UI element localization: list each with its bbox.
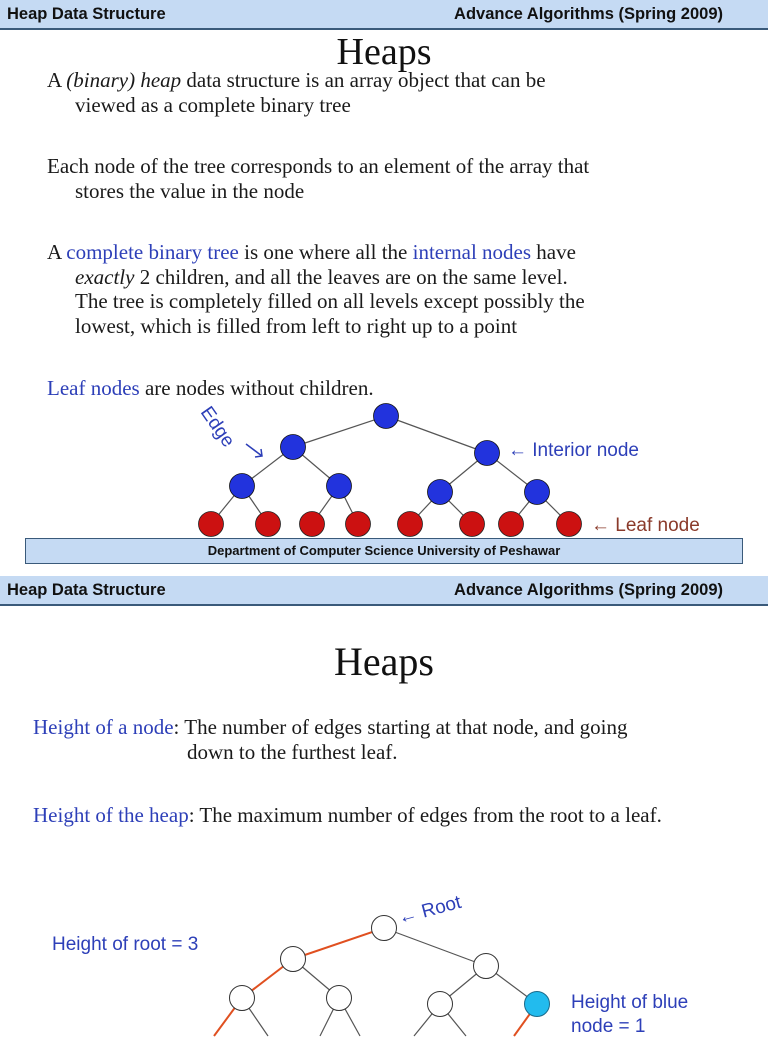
text-line: lowest, which is filled from left to right up to a point xyxy=(75,313,518,338)
text-span: : The maximum number of edges from the root to a leaf. xyxy=(188,803,662,827)
tree-node xyxy=(327,986,352,1011)
slide-2 xyxy=(0,576,768,1037)
tree-node xyxy=(428,992,453,1017)
path-edge xyxy=(293,928,384,959)
height-of-root-label: Height of root = 3 xyxy=(52,934,199,955)
slide-title: Heaps xyxy=(336,31,432,73)
tree-nodes xyxy=(230,916,499,1017)
root-label xyxy=(396,892,464,929)
root-label-text: Root xyxy=(419,891,464,923)
tree-edge xyxy=(384,928,486,966)
term-internal-nodes: internal nodes xyxy=(412,240,532,264)
tree-node-interior xyxy=(475,441,500,466)
tree-node-interior xyxy=(327,474,352,499)
interior-node-label xyxy=(508,440,639,462)
leaf-node-text: Leaf node xyxy=(615,515,700,536)
leaf-node-label xyxy=(591,515,700,537)
text-span: A xyxy=(47,240,67,264)
tree-node-blue xyxy=(525,992,550,1017)
interior-node-text: Interior node xyxy=(532,440,639,461)
header-course-title: Heap Data Structure xyxy=(7,5,166,23)
text-line: down to the furthest leaf. xyxy=(187,739,398,764)
edge-label: Edge xyxy=(195,402,239,452)
left-arrow-icon: ← xyxy=(591,515,610,536)
text-span: 2 children, and all the leaves are on the same level. xyxy=(134,264,568,289)
text-span: : The number of edges starting at that node, and going xyxy=(173,715,628,739)
tree-node-interior xyxy=(230,474,255,499)
text-span: data structure is an array object that can be xyxy=(181,68,546,92)
term-height-of-heap: Height of the heap xyxy=(33,803,189,827)
left-arrow-icon: ← xyxy=(508,440,527,461)
header-course-name: Advance Algorithms (Spring 2009) xyxy=(454,5,723,23)
text-span: is one where all the xyxy=(238,240,413,264)
tree-node-root xyxy=(372,916,397,941)
text-line: Each node of the tree corresponds to an element of the array that xyxy=(47,154,590,178)
tree-edge xyxy=(386,416,487,453)
slide-footer: Department of Computer Science University of Peshawar xyxy=(25,538,743,564)
text-line: viewed as a complete binary tree xyxy=(75,92,351,117)
text-line: The tree is completely filled on all levels except possibly the xyxy=(75,289,585,313)
term-binary-heap: (binary) heap xyxy=(66,68,182,92)
text-span: have xyxy=(531,240,576,264)
header-course-title: Heap Data Structure xyxy=(7,581,166,599)
tree-edge xyxy=(293,416,386,447)
tree-node xyxy=(474,954,499,979)
tree-node-interior xyxy=(281,435,306,460)
tree-node-root xyxy=(374,404,399,429)
edge-arrow-icon xyxy=(246,444,262,457)
leaf-nodes xyxy=(199,512,582,537)
tree-node xyxy=(230,986,255,1011)
tree-node-leaf xyxy=(460,512,485,537)
term-height-of-node: Height of a node xyxy=(33,715,174,739)
slide-title: Heaps xyxy=(334,639,434,684)
tree-edges xyxy=(242,928,537,1036)
tree-node-leaf xyxy=(557,512,582,537)
tree-node-leaf xyxy=(199,512,224,537)
root-to-leaf-path xyxy=(214,928,537,1036)
tree-node-leaf xyxy=(256,512,281,537)
tree-node-leaf xyxy=(499,512,524,537)
text-line: stores the value in the node xyxy=(75,178,305,203)
height-of-blue-label-cont: node = 1 xyxy=(571,1016,646,1037)
text-span: A xyxy=(47,68,67,92)
tree-node-leaf xyxy=(300,512,325,537)
tree-node-interior xyxy=(525,480,550,505)
tree-node-leaf xyxy=(398,512,423,537)
height-tree-diagram xyxy=(0,576,768,1024)
term-complete-binary-tree: complete binary tree xyxy=(66,240,239,264)
interior-nodes xyxy=(230,404,550,505)
left-arrow-icon: ← xyxy=(395,903,420,929)
height-of-blue-label: Height of blue xyxy=(571,992,689,1013)
term-exactly: exactly xyxy=(75,264,135,289)
tree-edges xyxy=(211,416,569,524)
tree-node-interior xyxy=(428,480,453,505)
term-leaf-nodes: Leaf nodes xyxy=(47,376,140,400)
text-span: are nodes without children. xyxy=(139,376,374,400)
header-course-name: Advance Algorithms (Spring 2009) xyxy=(454,581,723,599)
tree-node xyxy=(281,947,306,972)
tree-node-leaf xyxy=(346,512,371,537)
